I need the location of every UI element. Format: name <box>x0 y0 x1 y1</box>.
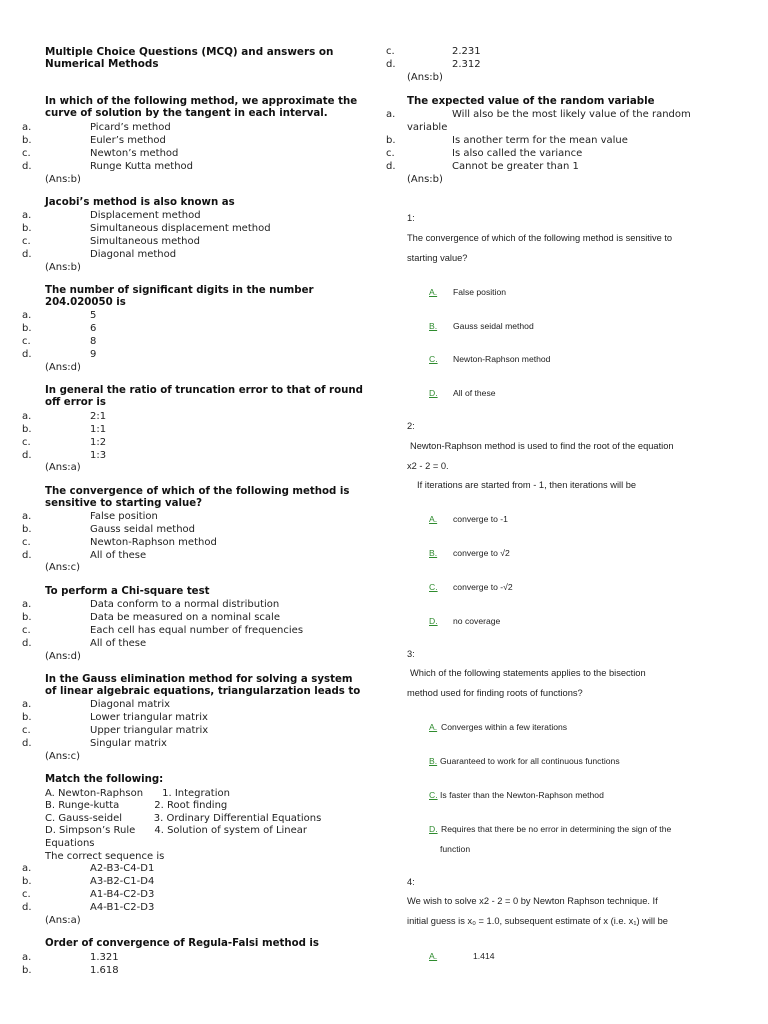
answer-text: (Ans:b) <box>45 262 81 273</box>
question-text: Which of the following statements applies to the bisection <box>410 668 646 678</box>
option-text: 2.231 <box>452 46 481 57</box>
match-intro: The correct sequence is <box>45 851 165 862</box>
match-pair: B. Runge-kutta 2. Root finding <box>45 800 228 811</box>
option-link[interactable]: D. <box>429 388 438 398</box>
question-number: 1: <box>407 213 415 223</box>
option-text: converge to √2 <box>453 548 510 558</box>
question-text: The convergence of which of the following method is sensitive to starting value? <box>45 486 350 510</box>
option-label: c. <box>386 148 395 159</box>
match-pair: A. Newton-Raphson 1. Integration <box>45 788 230 799</box>
question-number: 4: <box>407 877 415 887</box>
option-label: d. <box>22 450 32 461</box>
option-label: c. <box>22 725 31 736</box>
question-text: To perform a Chi-square test <box>45 586 210 597</box>
answer-text: (Ans:b) <box>407 72 443 83</box>
option-label: d. <box>22 738 32 749</box>
option-text: Simultaneous displacement method <box>90 223 271 234</box>
question-text: x2 - 2 = 0. <box>407 461 449 471</box>
option-label: b. <box>386 135 396 146</box>
option-label: c. <box>22 889 31 900</box>
option-label: a. <box>386 109 396 120</box>
option-link[interactable]: B. <box>429 756 438 766</box>
option-label: c. <box>22 236 31 247</box>
option-label: a. <box>22 210 32 221</box>
option-text: False position <box>453 287 507 297</box>
option-label: d. <box>22 249 32 260</box>
document-title-line2: Numerical Methods <box>45 58 159 70</box>
question-text: initial guess is x₀ = 1.0, subsequent estimate of x (i.e. x₁) will be <box>407 916 668 926</box>
option-link[interactable]: C. <box>429 582 438 592</box>
option-label: d. <box>22 349 32 360</box>
option-text: Guaranteed to work for all continuous functions <box>440 756 620 766</box>
option-text: Upper triangular matrix <box>90 725 209 736</box>
option-text: Data conform to a normal distribution <box>90 599 280 610</box>
answer-text: (Ans:d) <box>45 651 81 662</box>
answer-text: (Ans:a) <box>45 462 81 473</box>
option-text: Picard’s method <box>90 122 171 133</box>
question-text: In the Gauss elimination method for solving a system of linear algebraic equations, triangularzation leads to <box>45 674 361 698</box>
option-label: b. <box>22 135 32 146</box>
option-text: A3-B2-C1-D4 <box>90 876 155 887</box>
option-text: 1.414 <box>473 951 495 961</box>
option-link[interactable]: D. <box>429 616 438 626</box>
option-text: Lower triangular matrix <box>90 712 208 723</box>
option-label: a. <box>22 599 32 610</box>
option-text-continuation: function <box>440 844 471 854</box>
option-label: c. <box>22 625 31 636</box>
question-text: In which of the following method, we approximate the curve of solution by the tangent in each interval. <box>45 96 358 120</box>
option-text: Newton’s method <box>90 148 179 159</box>
option-label: a. <box>22 863 32 874</box>
option-text: Singular matrix <box>90 738 167 749</box>
option-text: converge to -√2 <box>453 582 513 592</box>
question-text: starting value? <box>407 253 468 263</box>
match-pair-continuation: Equations <box>45 838 95 849</box>
option-text: 2.312 <box>452 59 481 70</box>
option-label: d. <box>386 161 396 172</box>
answer-text: (Ans:d) <box>45 362 81 373</box>
option-link[interactable]: A. <box>429 287 438 297</box>
option-text: A2-B3-C4-D1 <box>90 863 155 874</box>
question-number: 3: <box>407 649 415 659</box>
option-text: 1.618 <box>90 965 119 976</box>
option-text: 1.321 <box>90 952 119 963</box>
option-text: 2:1 <box>90 411 107 422</box>
document-title-line1: Multiple Choice Questions (MCQ) and answers on <box>45 46 334 58</box>
option-text: 5 <box>90 310 97 321</box>
option-link[interactable]: A. <box>429 722 438 732</box>
answer-text: (Ans:b) <box>45 174 81 185</box>
option-text: 1:2 <box>90 437 107 448</box>
option-text: 1:1 <box>90 424 107 435</box>
question-text: Jacobi’s method is also known as <box>45 197 235 208</box>
option-text: Is another term for the mean value <box>452 135 628 146</box>
option-label: a. <box>22 952 32 963</box>
question-text: The convergence of which of the following method is sensitive to <box>407 233 673 243</box>
option-text-continuation: variable <box>407 122 448 133</box>
question-number: 2: <box>407 421 415 431</box>
match-pair: D. Simpson’s Rule 4. Solution of system of Linear <box>45 825 308 836</box>
option-label: b. <box>22 223 32 234</box>
option-label: b. <box>22 712 32 723</box>
option-label: b. <box>22 323 32 334</box>
option-label: a. <box>22 411 32 422</box>
option-label: c. <box>22 336 31 347</box>
option-label: b. <box>22 876 32 887</box>
option-text: A1-B4-C2-D3 <box>90 889 155 900</box>
option-text: Diagonal matrix <box>90 699 171 710</box>
option-text: no coverage <box>453 616 501 626</box>
option-text: Requires that there be no error in determining the sign of the <box>441 824 672 834</box>
option-label: a. <box>22 511 32 522</box>
option-text: Data be measured on a nominal scale <box>90 612 280 623</box>
option-label: b. <box>22 612 32 623</box>
option-text: Is also called the variance <box>452 148 583 159</box>
option-link[interactable]: A. <box>429 514 438 524</box>
option-text: Cannot be greater than 1 <box>452 161 579 172</box>
option-link[interactable]: B. <box>429 321 438 331</box>
question-text: Order of convergence of Regula-Falsi method is <box>45 938 319 949</box>
option-text: All of these <box>90 638 147 649</box>
option-text: Each cell has equal number of frequencies <box>90 625 304 636</box>
option-link[interactable]: B. <box>429 548 438 558</box>
option-label: d. <box>22 550 32 561</box>
option-label: d. <box>22 161 32 172</box>
option-text: False position <box>90 511 158 522</box>
option-text: A4-B1-C2-D3 <box>90 902 155 913</box>
option-label: b. <box>22 524 32 535</box>
question-text: The number of significant digits in the number 204.020050 is <box>45 285 314 309</box>
option-text: 9 <box>90 349 97 360</box>
option-text: 8 <box>90 336 97 347</box>
option-text: Displacement method <box>90 210 201 221</box>
option-label: a. <box>22 122 32 133</box>
option-text: Newton-Raphson method <box>453 354 551 364</box>
option-label: d. <box>386 59 396 70</box>
option-text: Newton-Raphson method <box>90 537 217 548</box>
option-text: Will also be the most likely value of the random <box>452 109 691 120</box>
option-label: a. <box>22 699 32 710</box>
option-label: d. <box>22 902 32 913</box>
option-text: Runge Kutta method <box>90 161 194 172</box>
option-label: d. <box>22 638 32 649</box>
option-link[interactable]: A. <box>429 951 438 961</box>
option-label: c. <box>22 437 31 448</box>
option-label: c. <box>386 46 395 57</box>
answer-text: (Ans:c) <box>45 751 81 762</box>
option-label: c. <box>22 148 31 159</box>
option-text: Gauss seidal method <box>453 321 534 331</box>
answer-text: (Ans:b) <box>407 174 443 185</box>
option-label: c. <box>22 537 31 548</box>
option-text: All of these <box>90 550 147 561</box>
answer-text: (Ans:c) <box>45 562 81 573</box>
question-text: Newton-Raphson method is used to find the root of the equation <box>410 441 674 451</box>
option-label: a. <box>22 310 32 321</box>
option-text: Diagonal method <box>90 249 177 260</box>
option-text: All of these <box>453 388 496 398</box>
question-text: We wish to solve x2 - 2 = 0 by Newton Raphson technique. If <box>407 896 658 906</box>
option-text: 6 <box>90 323 97 334</box>
question-text: method used for finding roots of functions? <box>407 688 583 698</box>
option-text: Converges within a few iterations <box>441 722 568 732</box>
option-text: Gauss seidal method <box>90 524 196 535</box>
option-text: Is faster than the Newton-Raphson method <box>440 790 604 800</box>
option-label: b. <box>22 965 32 976</box>
question-text: In general the ratio of truncation error to that of round off error is <box>45 385 363 409</box>
match-pair: C. Gauss-seidel 3. Ordinary Differential Equations <box>45 813 322 824</box>
option-link[interactable]: C. <box>429 354 438 364</box>
option-text: Simultaneous method <box>90 236 200 247</box>
question-text: The expected value of the random variable <box>407 96 655 107</box>
question-text: If iterations are started from - 1, then iterations will be <box>417 480 637 490</box>
option-label: b. <box>22 424 32 435</box>
option-link[interactable]: C. <box>429 790 438 800</box>
question-text: Match the following: <box>45 774 164 785</box>
option-text: 1:3 <box>90 450 107 461</box>
option-text: converge to -1 <box>453 514 508 524</box>
option-text: Euler’s method <box>90 135 166 146</box>
option-link[interactable]: D. <box>429 824 438 834</box>
answer-text: (Ans:a) <box>45 915 81 926</box>
